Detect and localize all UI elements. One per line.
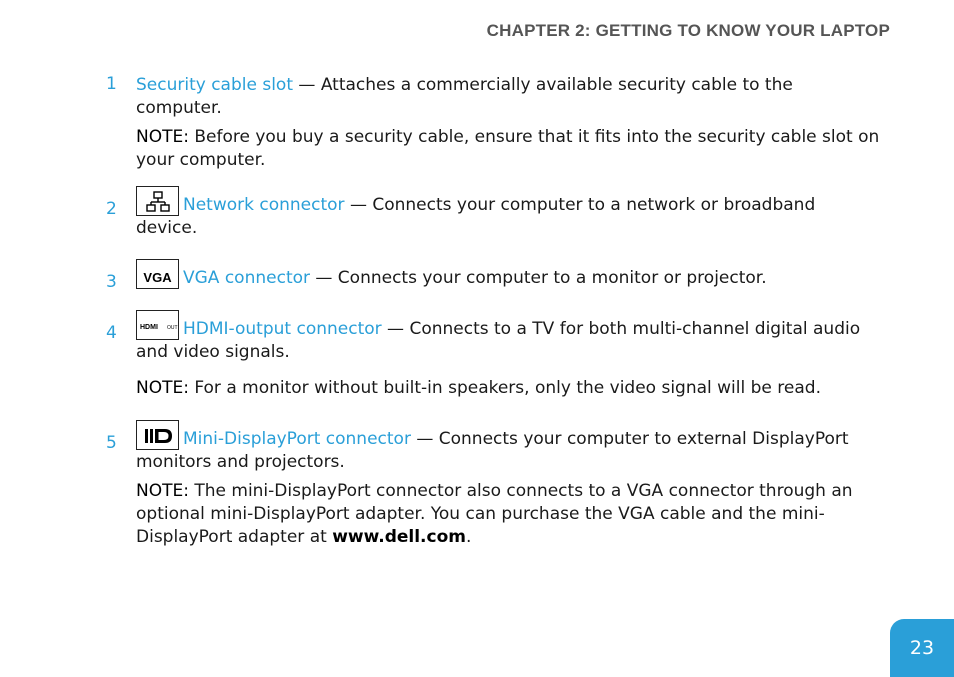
note-label: NOTE: <box>136 481 189 501</box>
mini-displayport-icon <box>136 420 179 450</box>
item-term: VGA connector <box>183 268 310 288</box>
page-number-tab <box>890 619 954 677</box>
item-description: — Connects your computer to a network or broadband device. <box>136 195 816 238</box>
item-text <box>136 186 881 240</box>
note-text: For a monitor without built-in speakers, only the video signal will be read. <box>188 378 821 398</box>
item-term: HDMI-output connector <box>183 319 382 339</box>
note-label: NOTE: <box>136 127 189 147</box>
item-term: Security cable slot <box>136 75 294 95</box>
dell-website-link[interactable]: www.dell.com <box>332 527 466 547</box>
item-number: 1 <box>106 74 117 94</box>
note-end: . <box>465 527 472 547</box>
hdmi-out-label: OUT <box>167 325 178 331</box>
vga-icon <box>136 259 179 289</box>
item-text <box>136 259 881 290</box>
item-number: 3 <box>106 272 117 292</box>
page-number: 23 <box>909 637 935 659</box>
note-text: The mini-DisplayPort connector also connects to a VGA connector through an optional mini-DisplayPort adapter. You can purchase the VGA cable and the mini-DisplayPort adapter at <box>136 481 853 547</box>
item-description: — Attaches a commercially available security cable to the computer. <box>136 75 793 118</box>
chapter-heading: CHAPTER 2: GETTING TO KNOW YOUR LAPTOP <box>486 21 890 40</box>
network-icon <box>136 186 179 216</box>
item-text <box>136 420 881 474</box>
vga-icon-label: VGA <box>143 270 172 285</box>
hdmi-out-icon <box>136 310 179 340</box>
note <box>136 480 881 549</box>
item-description: — Connects your computer to a monitor or projector. <box>310 268 767 288</box>
item-text <box>136 74 881 120</box>
note-text: Before you buy a security cable, ensure that it fits into the security cable slot on your computer. <box>136 127 880 170</box>
hdmi-icon-label: HDMI <box>140 324 158 331</box>
item-term: Network connector <box>183 195 345 215</box>
item-description: — Connects your computer to external DisplayPort monitors and projectors. <box>136 429 849 472</box>
item-description: — Connects to a TV for both multi-channel digital audio and video signals. <box>136 319 861 362</box>
item-number: 2 <box>106 199 117 219</box>
note <box>136 377 881 400</box>
note <box>136 126 881 172</box>
item-number: 4 <box>106 323 117 343</box>
item-text <box>136 310 881 364</box>
item-number: 5 <box>106 433 117 453</box>
item-term: Mini-DisplayPort connector <box>183 429 411 449</box>
note-label: NOTE: <box>136 378 189 398</box>
